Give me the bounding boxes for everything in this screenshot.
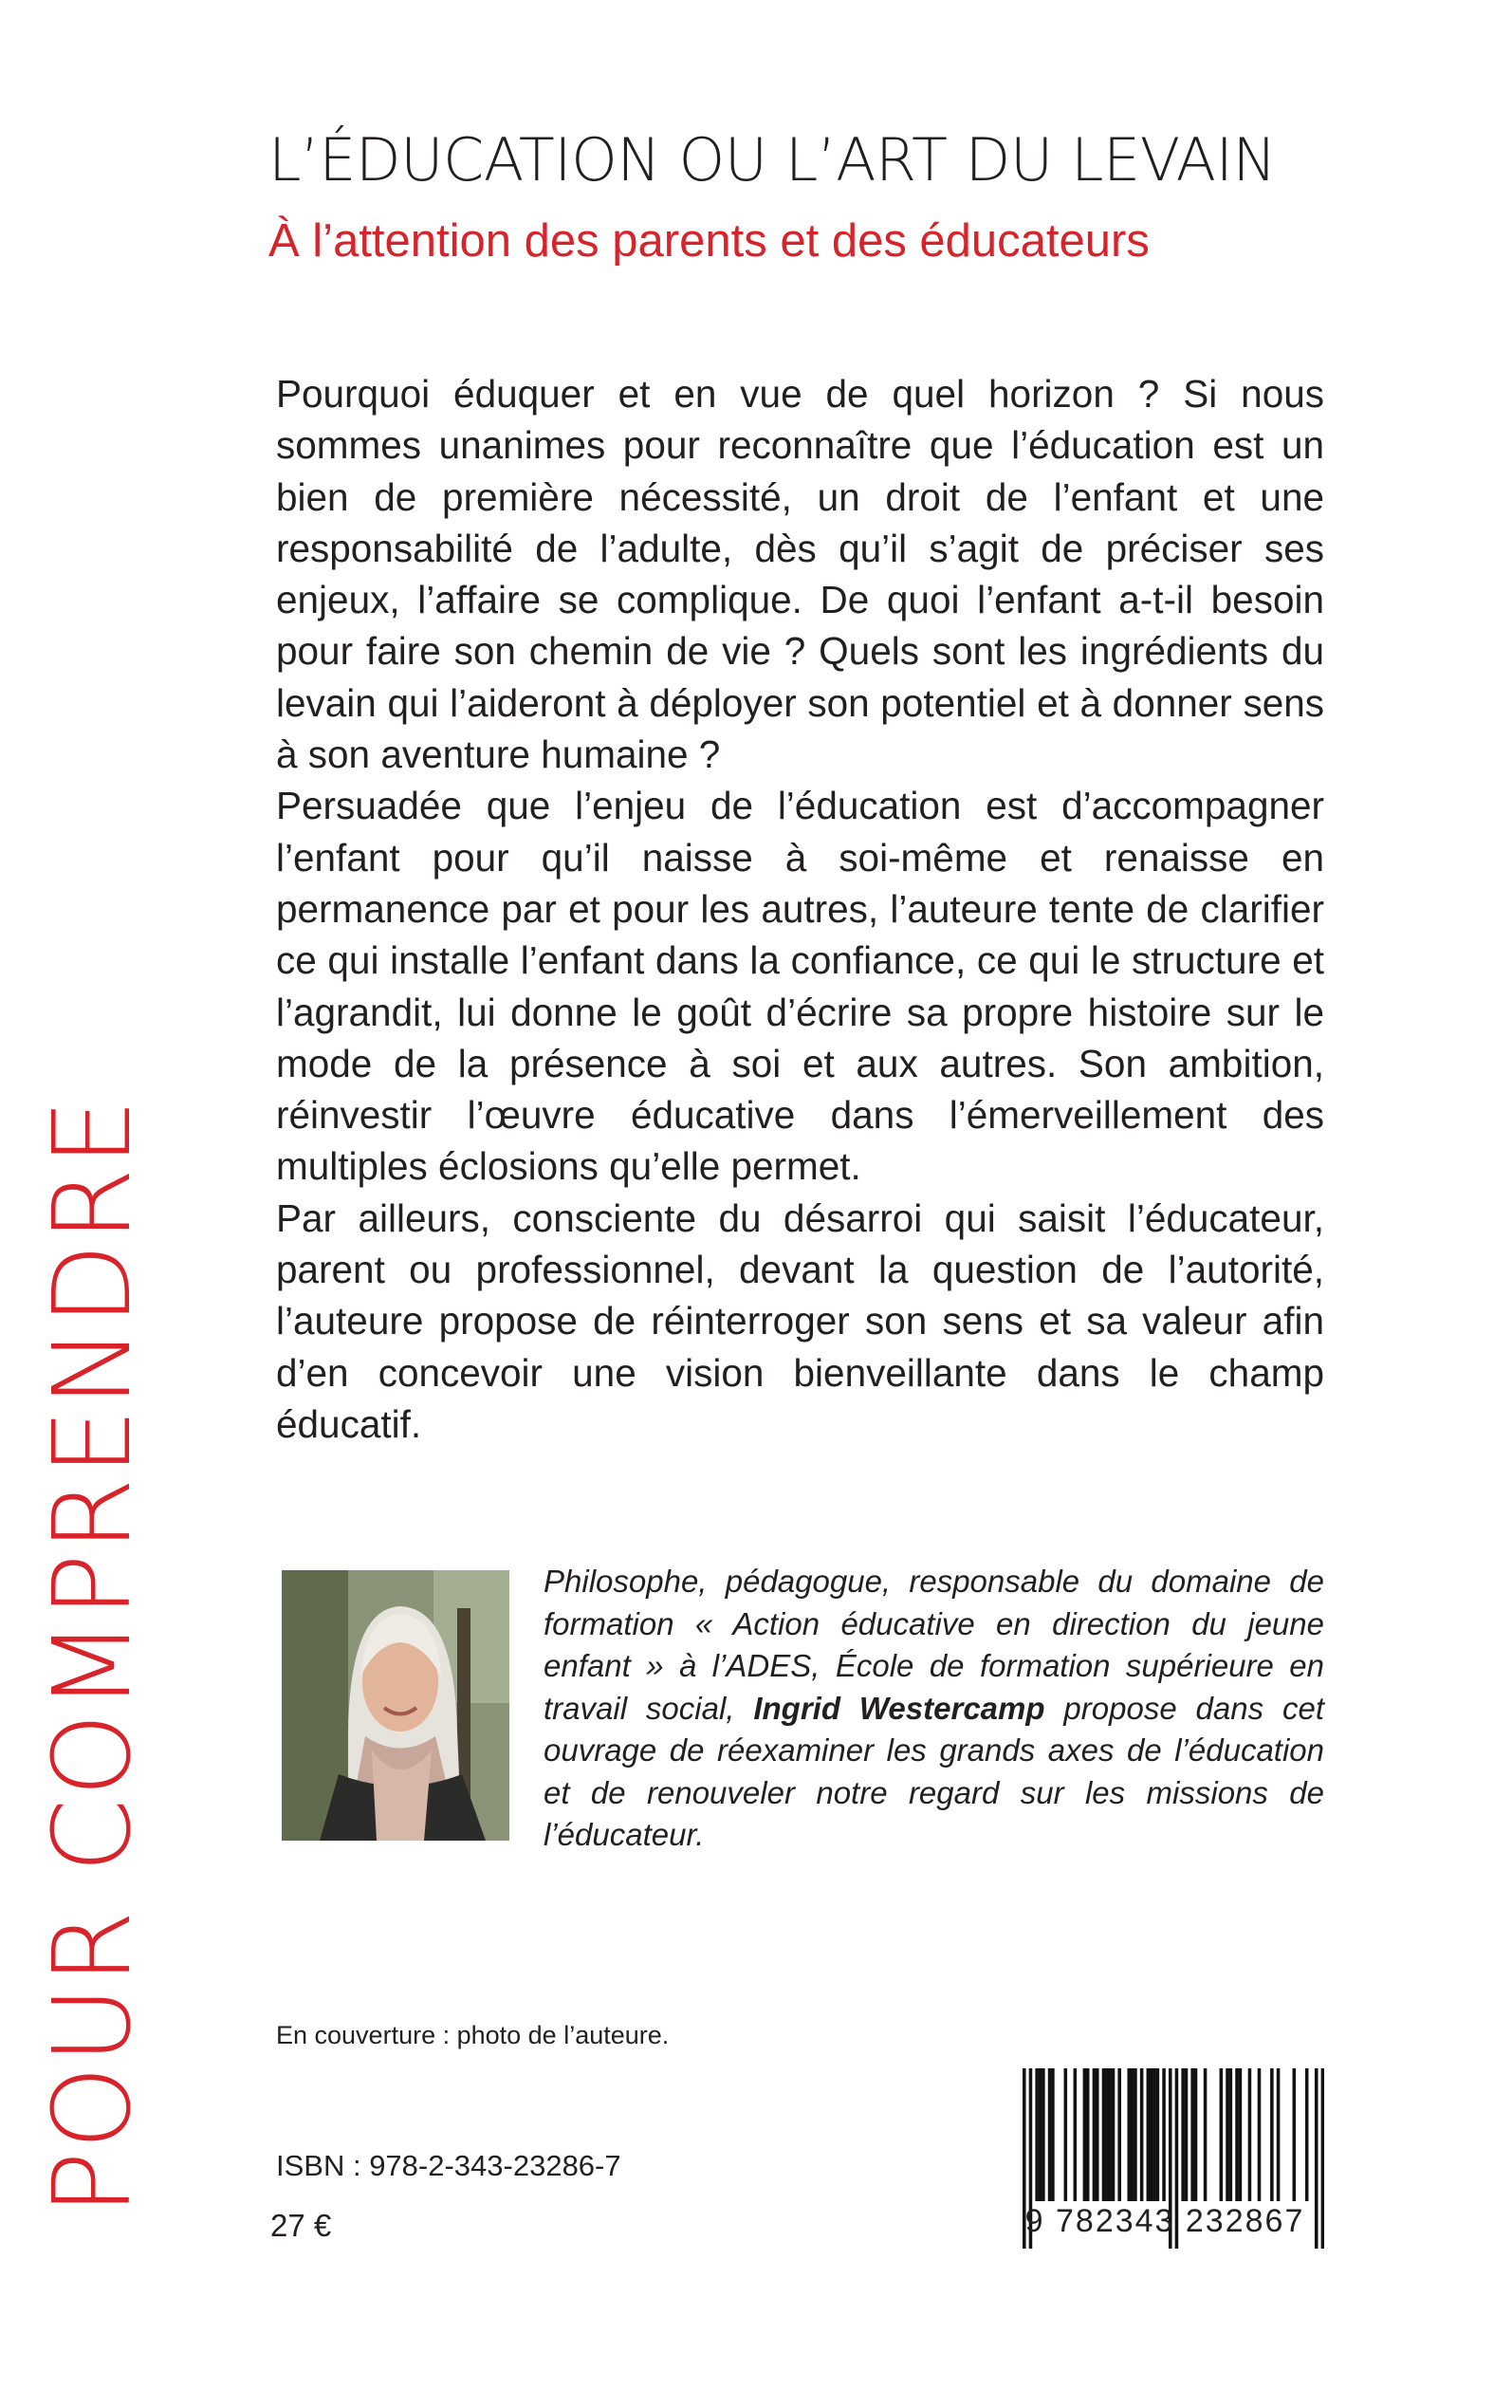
cover-photo-credit: En couverture : photo de l’auteure.: [276, 2021, 670, 2049]
author-name: Ingrid Westercamp: [753, 1690, 1045, 1726]
barcode-bar: [1226, 2068, 1229, 2201]
barcode-bar: [1086, 2068, 1090, 2201]
summary-paragraph: Par ailleurs, consciente du désarroi qui saisit l’éducateur, parent ou professionnel, devant la question de l’autorité, l’auteure propose de réinterroger son sens et sa valeur afin d’en concevoir une vision bienveillante dans le champ éducatif.: [276, 1195, 1324, 1446]
book-title: L’ÉDUCATION OU L’ART DU LEVAIN: [268, 125, 1277, 194]
barcode-bar: [1305, 2068, 1309, 2201]
summary-paragraph: Persuadée que l’enjeu de l’éducation est d’accompagner l’enfant pour qu’il naisse à soi-même et renaisse en permanence par et pour les autres, l’auteure tente de clarifier ce qui installe l’enfant dans la confiance, ce qui le structure et l’agrandit, lui donne le goût d’écrire sa propre histoire sur le mode de la présence à soi et aux autres. Son ambition, réinvestir l’œuvre éducative dans l’émerveillement des multiples éclosions qu’elle permet.: [276, 784, 1324, 1189]
barcode-bar: [1277, 2068, 1281, 2201]
author-bio: [544, 1561, 1324, 1857]
author-photo: [282, 1570, 509, 1841]
barcode-bar: [1140, 2068, 1144, 2201]
barcode-bar: [1162, 2068, 1166, 2201]
barcode-bar: [1108, 2068, 1112, 2201]
barcode-bar: [1220, 2068, 1224, 2201]
barcode-bar: [1048, 2068, 1052, 2201]
barcode-bar: [1131, 2068, 1134, 2201]
price: 27 €: [270, 2208, 332, 2243]
barcode-bar: [1150, 2068, 1153, 2201]
barcode-bar: [1270, 2068, 1274, 2201]
barcode-bar: [1127, 2068, 1131, 2201]
barcode-bar: [1102, 2068, 1106, 2201]
isbn: ISBN : 978-2-343-23286-7: [276, 2149, 621, 2182]
barcode-bar: [1074, 2068, 1078, 2201]
barcode-bar: [1185, 2068, 1189, 2201]
summary-text: [276, 368, 1324, 1450]
barcode-bar: [1105, 2068, 1109, 2201]
author-bio-text: Philosophe, pédagogue, responsable du domaine de formation « Action éducative en direction du jeune enfant » à l’ADES, École de formation supérieure en travail social,: [544, 1564, 1324, 1726]
barcode-bar: [1194, 2068, 1198, 2201]
barcode-bar: [1293, 2068, 1297, 2201]
barcode-bar: [1064, 2068, 1068, 2201]
barcode-digits: 9 782343 232867: [1024, 2203, 1305, 2239]
author-bio-text: propose dans cet ouvrage de réexaminer les grands axes de l’éducation et de renouveler notre regard sur les missions de l’éducateur.: [544, 1690, 1325, 1852]
barcode-bar: [1235, 2068, 1239, 2201]
barcode-bar: [1258, 2068, 1262, 2201]
book-subtitle: À l’attention des parents et des éducateurs: [268, 215, 1150, 267]
barcode-bar: [1117, 2068, 1121, 2201]
barcode-bar: [1156, 2068, 1160, 2201]
barcode-bar: [1134, 2068, 1137, 2201]
barcode-bar: [1239, 2068, 1243, 2201]
barcode-bar: [1083, 2068, 1087, 2201]
barcode-bar: [1093, 2068, 1097, 2201]
barcode-bar: [1035, 2068, 1039, 2201]
barcode-bar: [1229, 2068, 1233, 2201]
barcode-bar: [1112, 2068, 1116, 2201]
barcode-bar: [1042, 2068, 1045, 2201]
barcode-bar: [1096, 2068, 1099, 2201]
series-name: POUR COMPRENDRE: [31, 1097, 155, 2215]
barcode-bar: [1204, 2068, 1208, 2201]
barcode-bar: [1051, 2068, 1055, 2201]
barcode-bar: [1152, 2068, 1156, 2201]
summary-paragraph: Pourquoi éduquer et en vue de quel horizon ? Si nous sommes unanimes pour reconnaître que l’éducation est un bien de première nécessité, un droit de l’enfant et une responsabilité de l’adulte, dès qu’il s’agit de préciser ses enjeux, l’affaire se complique. De quoi l’enfant a-t-il besoin pour faire son chemin de vie ? Quels sont les ingrédients du levain qui l’aideront à déployer son potentiel et à donner sens à son aventure humaine ?: [276, 372, 1324, 777]
author-portrait-image: [282, 1570, 509, 1841]
barcode-bar: [1147, 2068, 1151, 2201]
barcode-bar: [1039, 2068, 1042, 2201]
barcode-bar: [1181, 2068, 1185, 2201]
barcode-bar: [1248, 2068, 1252, 2201]
barcode-bar: [1190, 2068, 1194, 2201]
